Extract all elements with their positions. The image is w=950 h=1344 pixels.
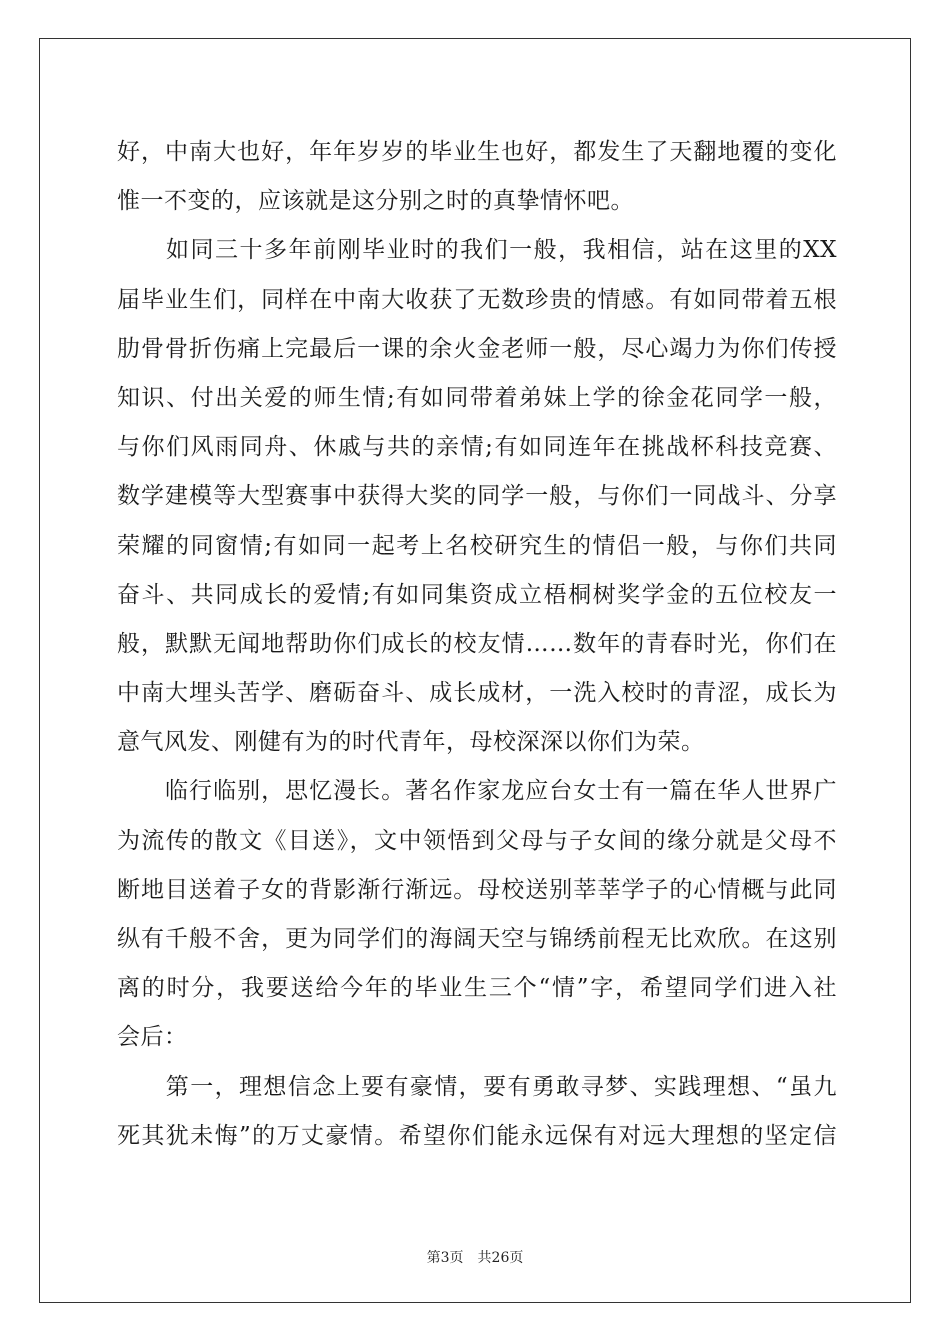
text-line: 意气风发、刚健有为的时代青年，母校深深以你们为荣。 xyxy=(117,729,705,756)
text-line: 好，中南大也好，年年岁岁的毕业生也好，都发生了天翻地覆的变化 xyxy=(117,139,837,165)
text-line: 临行临别，思忆漫长。著名作家龙应台女士有一篇在华人世界广 xyxy=(117,778,837,805)
text-line: 会后： xyxy=(117,1024,188,1051)
text-line: 数学建模等大型赛事中获得大奖的同学一般，与你们一同战斗、分享 xyxy=(117,483,837,510)
text-line: 与你们风雨同舟、休戚与共的亲情;有如同连年在挑战杯科技竞赛、 xyxy=(117,434,837,461)
text-line: 第一，理想信念上要有豪情，要有勇敢寻梦、实践理想、“虽九 xyxy=(117,1073,837,1100)
text-line: 纵有千般不舍，更为同学们的海阔天空与锦绣前程无比欢欣。在这别 xyxy=(117,926,837,952)
text-line: 届毕业生们，同样在中南大收获了无数珍贵的情感。有如同带着五根 xyxy=(117,286,837,313)
text-line: 荣耀的同窗情;有如同一起考上名校研究生的情侣一般，与你们共同 xyxy=(117,532,837,559)
text-line: 中南大埋头苦学、磨砺奋斗、成长成材，一洗入校时的青涩，成长为 xyxy=(117,680,837,707)
text-line: 断地目送着子女的背影渐行渐远。母校送别莘莘学子的心情概与此同 xyxy=(117,876,837,903)
page-footer xyxy=(0,1247,950,1267)
text-line: 为流传的散文《目送》，文中领悟到父母与子女间的缘分就是父母不 xyxy=(117,827,837,854)
text-line: 离的时分，我要送给今年的毕业生三个“情”字，希望同学们进入社 xyxy=(117,975,837,1002)
text-line: 般，默默无闻地帮助你们成长的校友情……数年的青春时光，你们在 xyxy=(117,630,837,657)
text-line: 知识、付出关爱的师生情;有如同带着弟妹上学的徐金花同学一般， xyxy=(117,384,837,411)
text-line: 惟一不变的，应该就是这分别之时的真挚情怀吧。 xyxy=(117,188,634,215)
text-line: 奋斗、共同成长的爱情;有如同集资成立梧桐树奖学金的五位校友一 xyxy=(117,581,837,608)
document-body xyxy=(117,128,837,1161)
page-total: 共26页 xyxy=(477,1250,524,1266)
text-line: 死其犹未悔”的万丈豪情。希望你们能永远保有对远大理想的坚定信 xyxy=(117,1122,837,1149)
text-line: 肋骨骨折伤痛上完最后一课的余火金老师一般，尽心竭力为你们传授 xyxy=(117,335,837,362)
text-line: 如同三十多年前刚毕业时的我们一般，我相信，站在这里的XX xyxy=(117,237,837,264)
page-number: 第3页 xyxy=(426,1250,464,1266)
